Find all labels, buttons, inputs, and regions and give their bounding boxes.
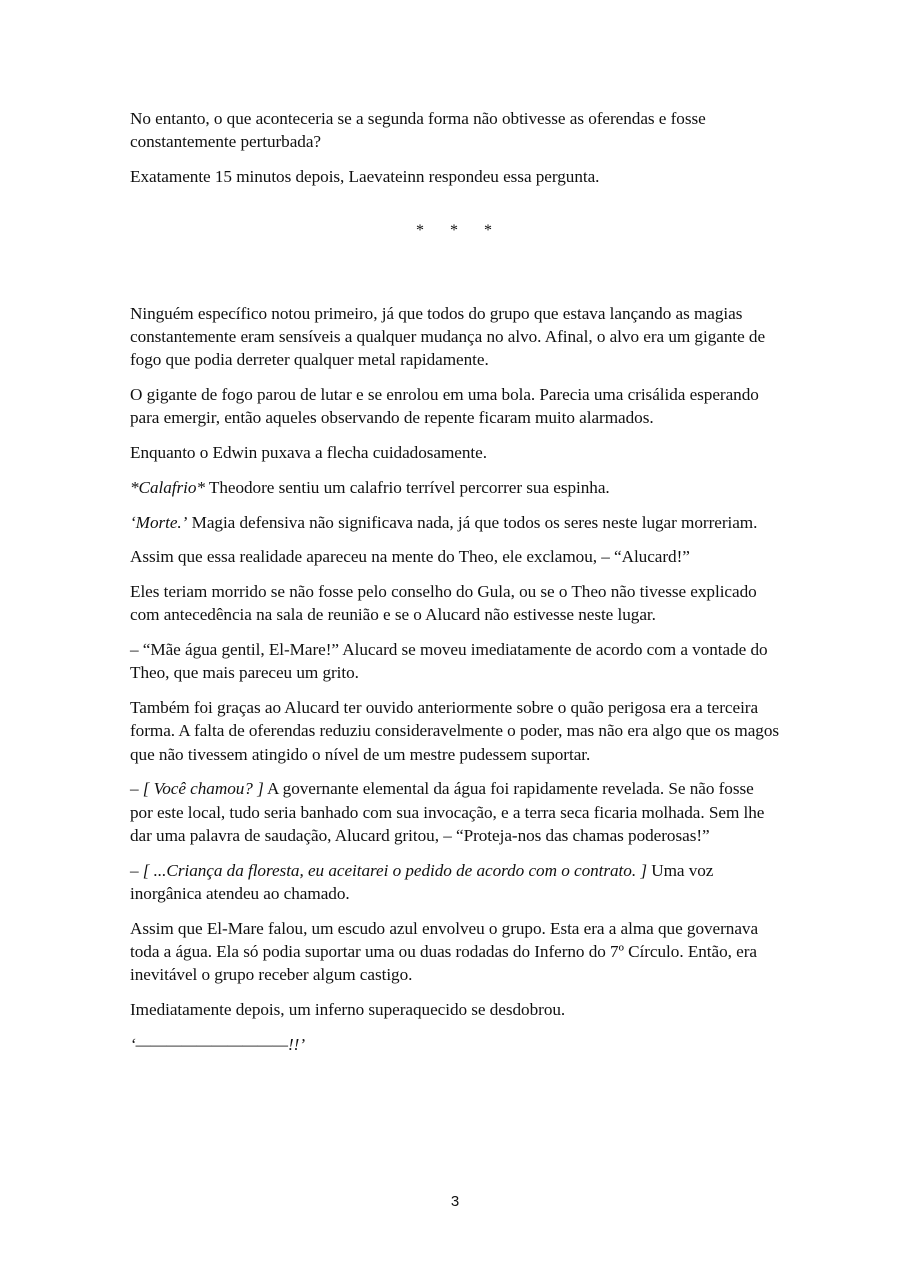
paragraph: [130, 777, 780, 847]
paragraph: Eles teriam morrido se não fosse pelo conselho do Gula, ou se o Theo não tivesse explicado com antecedência na sala de reunião e se o Alucard não estivesse neste lugar.: [130, 582, 757, 625]
paragraph: Também foi graças ao Alucard ter ouvido anteriormente sobre o quão perigosa era a terceira forma. A falta de oferendas reduziu consideravelmente o poder, mas não era algo que os magos que não tivessem atingido o nível de um mestre pudessem suportar.: [130, 698, 780, 764]
italic-text: ‘Morte.’: [130, 512, 188, 532]
paragraph: – “Mãe água gentil, El-Mare!” Alucard se moveu imediatamente de acordo com a vontade do Theo, que mais pareceu um grito.: [130, 640, 768, 683]
page-number: 3: [450, 1193, 460, 1210]
paragraph-text: Magia defensiva não significava nada, já que todos os seres neste lugar morreriam.: [187, 512, 758, 532]
paragraph: [130, 476, 780, 499]
paragraph: Exatamente 15 minutos depois, Laevateinn respondeu essa pergunta.: [130, 167, 600, 186]
separator-asterisk: *: [450, 221, 458, 239]
paragraph: Enquanto o Edwin puxava a flecha cuidadosamente.: [130, 443, 487, 462]
italic-text: – [ Você chamou? ]: [130, 779, 264, 799]
paragraph-text: Uma voz inorgânica atendeu ao chamado.: [130, 860, 714, 903]
paragraph: Ninguém específico notou primeiro, já que todos do grupo que estava lançando as magias constantemente eram sensíveis a qualquer mudança no alvo. Afinal, o alvo era um gigante de fogo que podia derreter qualquer metal rapidamente.: [130, 303, 766, 370]
separator-asterisk: *: [484, 221, 492, 239]
paragraph: [130, 859, 780, 905]
paragraph-text: Theodore sentiu um calafrio terrível percorrer sua espinha.: [204, 477, 610, 497]
italic-text: – [ ...Criança da floresta, eu aceitarei o pedido de acordo com o contrato. ]: [130, 860, 647, 880]
paragraph: O gigante de fogo parou de lutar e se enrolou em uma bola. Parecia uma crisálida esperando para emergir, então aqueles observando de repente ficaram muito alarmados.: [130, 385, 759, 428]
scene-break-separator: [130, 200, 780, 302]
paragraph: Imediatamente depois, um inferno superaquecido se desdobrou.: [130, 999, 566, 1019]
paragraph: Assim que El-Mare falou, um escudo azul envolveu o grupo. Esta era a alma que governava toda a água. Ela só podia suportar uma ou duas rodadas do Inferno do 7º Círculo. Então, era inevitável o grupo receber algum castigo.: [130, 918, 759, 984]
document-page: [130, 107, 780, 1067]
paragraph: Assim que essa realidade apareceu na mente do Theo, ele exclamou, – “Alucard!”: [130, 547, 690, 567]
separator-asterisk: *: [416, 221, 424, 239]
italic-text: ‘——————————!!’: [130, 1034, 306, 1054]
paragraph-text: A governante elemental da água foi rapidamente revelada. Se não fosse por este local, tudo seria banhado com sua invocação, e a terra seca ficaria molhada. Sem lhe dar uma palavra de saudação, Alucard gritou, – “Proteja-nos das chamas poderosas!”: [130, 779, 765, 845]
italic-text: *Calafrio*: [130, 477, 205, 497]
paragraph: [130, 1033, 780, 1056]
paragraph: [130, 511, 780, 534]
paragraph: No entanto, o que aconteceria se a segunda forma não obtivesse as oferendas e fosse constantemente perturbada?: [130, 109, 706, 152]
